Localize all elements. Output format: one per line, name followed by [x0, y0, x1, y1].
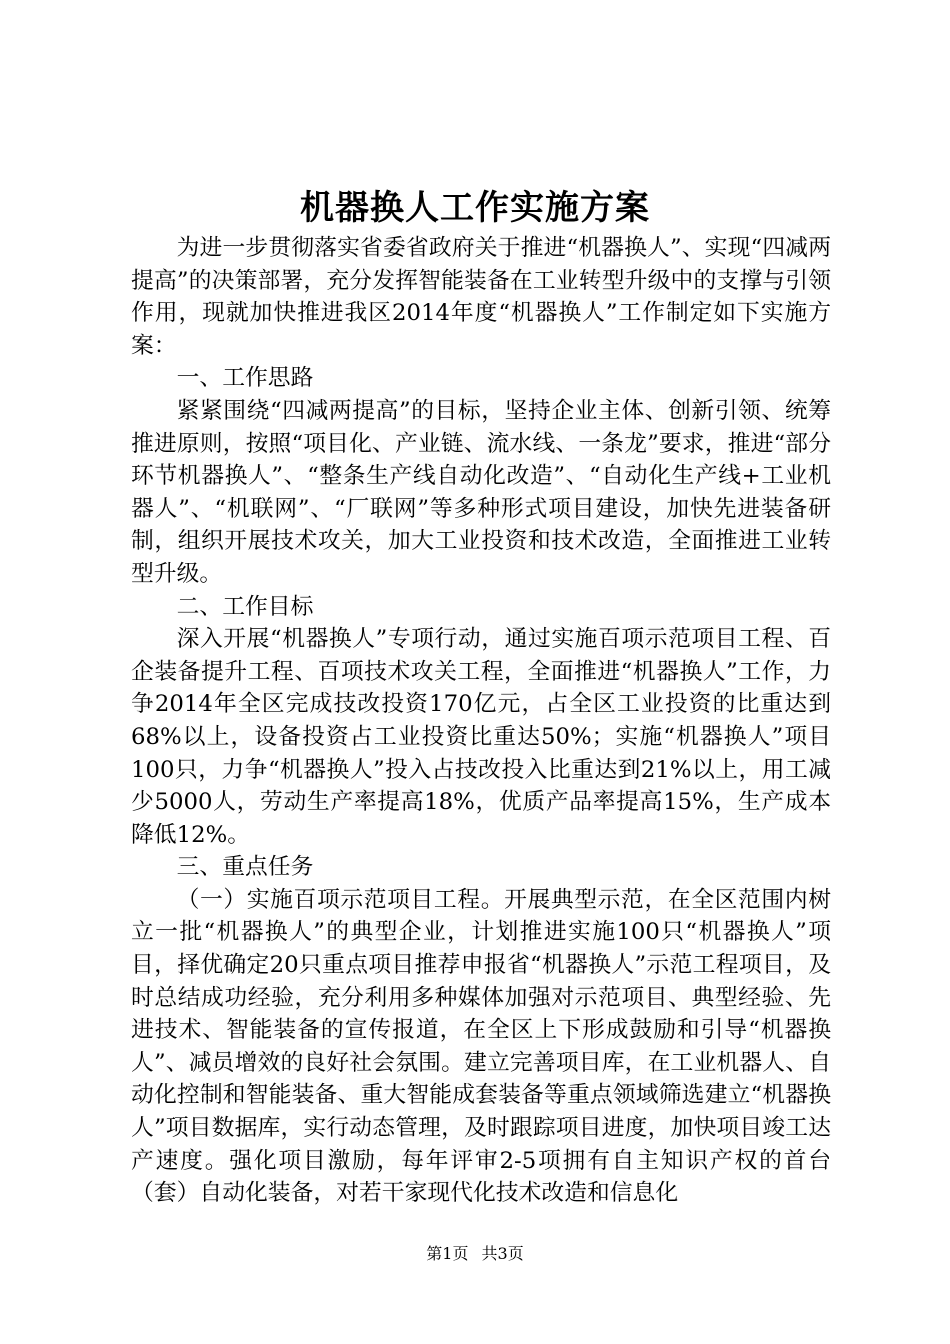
page-number: 第1页: [426, 1244, 469, 1263]
work-approach-paragraph: 紧紧围绕“四减两提高”的目标，坚持企业主体、创新引领、统筹推进原则，按照“项目化、产业链、流水线、一条龙”要求，推进“部分环节机器换人”、“整条生产线自动化改造”、“自动化生产线+工业机器人”、“机联网”、“厂联网”等多种形式项目建设，加快先进装备研制，组织开展技术攻关，加大工业投资和技术改造，全面推进工业转型升级。: [131, 397, 831, 587]
section-heading-work-approach: 一、工作思路: [176, 365, 314, 392]
section-heading-key-tasks: 三、重点任务: [176, 854, 314, 881]
page-total: 共3页: [481, 1244, 524, 1263]
document-title: 机器换人工作实施方案: [300, 188, 650, 228]
section-heading-work-goals: 二、工作目标: [176, 593, 314, 620]
intro-paragraph: 为进一步贯彻落实省委省政府关于推进“机器换人”、实现“四减两提高”的决策部署，充分发挥智能装备在工业转型升级中的支撑与引领作用，现就加快推进我区2014年度“机器换人”工作制定如下实施方案：: [131, 235, 831, 359]
page-footer: [0, 1243, 950, 1265]
work-goals-paragraph: 深入开展“机器换人”专项行动，通过实施百项示范项目工程、百企装备提升工程、百项技术攻关工程，全面推进“机器换人”工作，力争2014年全区完成技改投资170亿元，占全区工业投资的比重达到68%以上，设备投资占工业投资比重达50%；实施“机器换人”项目100只，力争“机器换人”投入占技改投入比重达到21%以上，用工减少5000人，劳动生产率提高18%，优质产品率提高15%，生产成本降低12%。: [131, 626, 831, 848]
key-tasks-paragraph: （一）实施百项示范项目工程。开展典型示范，在全区范围内树立一批“机器换人”的典型企业，计划推进实施100只“机器换人”项目，择优确定20只重点项目推荐申报省“机器换人”示范工程项目，及时总结成功经验，充分利用多种媒体加强对示范项目、典型经验、先进技术、智能装备的宣传报道，在全区上下形成鼓励和引导“机器换人”、减员增效的良好社会氛围。建立完善项目库，在工业机器人、自动化控制和智能装备、重大智能成套装备等重点领域筛选建立“机器换人”项目数据库，实行动态管理，及时跟踪项目进度，加快项目竣工达产速度。强化项目激励，每年评审2-5项拥有自主知识产权的首台（套）自动化装备，对若干家现代化技术改造和信息化: [131, 886, 831, 1207]
document-body: [131, 232, 831, 1210]
